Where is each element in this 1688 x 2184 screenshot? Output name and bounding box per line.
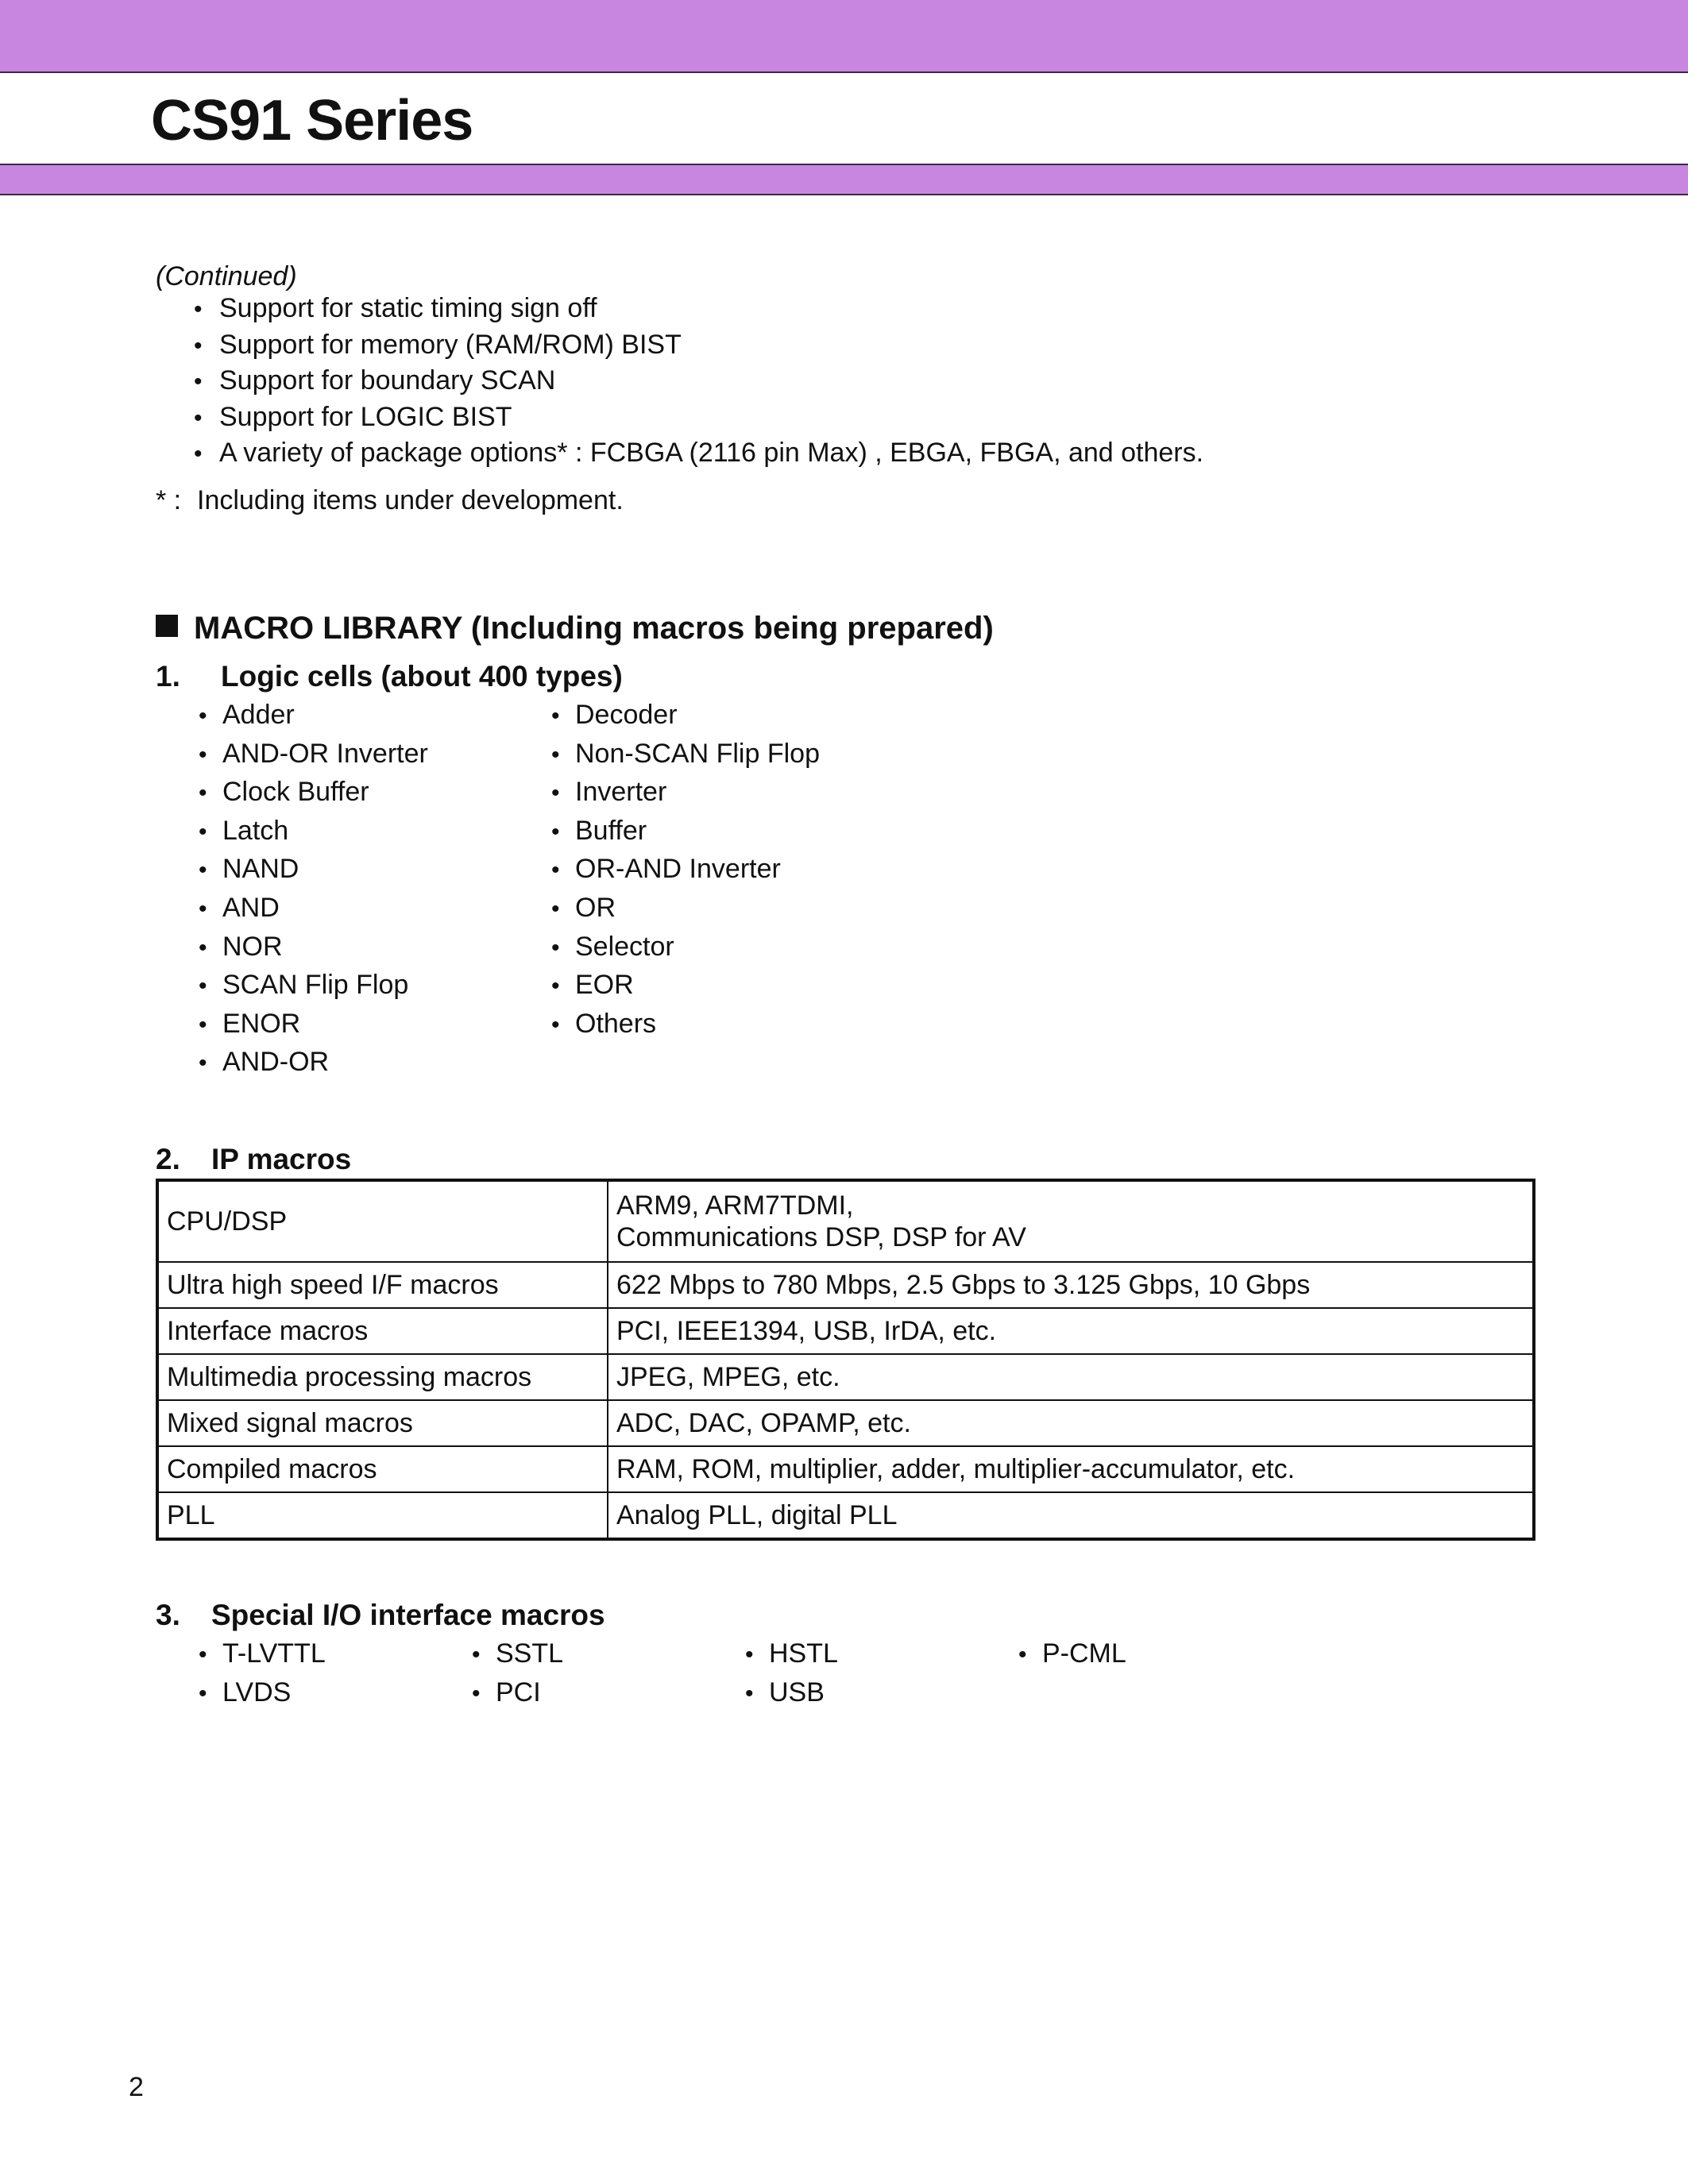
list-item: [745, 1673, 1018, 1712]
table-cell-value: PCI, IEEE1394, USB, IrDA, etc.: [608, 1308, 1534, 1354]
ip-macros-table: [156, 1179, 1535, 1541]
list-item: [199, 1043, 551, 1082]
bullet-icon: •: [551, 780, 560, 807]
list-item: [194, 399, 1203, 436]
footnote-mark: * :: [156, 485, 182, 515]
table-row: [157, 1354, 1534, 1400]
bullet-icon: •: [194, 332, 203, 359]
table-cell-label: Compiled macros: [157, 1446, 608, 1492]
footnote-text: Including items under development.: [197, 485, 624, 515]
bullet-icon: •: [551, 857, 560, 884]
logic-cell-name: Clock Buffer: [222, 777, 369, 808]
bullet-icon: •: [199, 895, 207, 922]
page-title: CS91 Series: [151, 89, 473, 152]
logic-cell-name: EOR: [575, 970, 634, 1001]
feature-text: A variety of package options* : FCBGA (2116 pin Max) , EBGA, FBGA, and others.: [219, 438, 1204, 468]
list-item: [194, 327, 1203, 364]
list-item: [199, 850, 551, 889]
bullet-icon: •: [199, 857, 207, 884]
list-item: [745, 1634, 1018, 1673]
special-io-heading: [156, 1598, 605, 1633]
io-macro-name: HSTL: [769, 1638, 838, 1669]
table-cell-label: CPU/DSP: [157, 1180, 608, 1262]
bullet-icon: •: [199, 1680, 207, 1707]
list-item: [199, 735, 551, 774]
bullet-icon: •: [199, 741, 207, 768]
table-cell-value: 622 Mbps to 780 Mbps, 2.5 Gbps to 3.125 Gbps, 10 Gbps: [608, 1262, 1534, 1308]
table-row: [157, 1492, 1534, 1539]
logic-cell-name: SCAN Flip Flop: [222, 970, 409, 1001]
list-item: [472, 1634, 745, 1673]
page-number: 2: [129, 2072, 144, 2102]
header-band-top: [0, 0, 1688, 73]
logic-cell-name: Inverter: [575, 777, 667, 808]
logic-cells-list: [199, 696, 820, 1082]
io-macro-name: PCI: [496, 1677, 541, 1707]
logic-cell-name: Others: [575, 1008, 657, 1039]
list-item: [199, 928, 551, 967]
table-cell-value: Analog PLL, digital PLL: [608, 1492, 1534, 1539]
feature-list: [194, 291, 1203, 472]
logic-cells-title: Logic cells (about 400 types): [221, 660, 623, 693]
logic-cell-name: AND-OR: [222, 1047, 330, 1078]
bullet-icon: •: [551, 818, 560, 845]
continued-label: (Continued): [156, 261, 297, 291]
logic-cell-name: NAND: [222, 854, 299, 885]
special-io-title: Special I/O interface macros: [211, 1599, 605, 1631]
section-heading-text: MACRO LIBRARY (Including macros being prepared): [194, 611, 994, 646]
logic-cell-name: OR-AND Inverter: [575, 854, 781, 885]
bullet-icon: •: [199, 973, 207, 1000]
bullet-icon: •: [199, 1050, 207, 1077]
table-cell-label: Multimedia processing macros: [157, 1354, 608, 1400]
logic-cell-name: Buffer: [575, 815, 647, 846]
table-row: [157, 1446, 1534, 1492]
square-bullet-icon: [156, 615, 178, 637]
logic-cell-name: ENOR: [222, 1008, 301, 1039]
list-item: [199, 1005, 551, 1044]
bullet-icon: •: [745, 1680, 754, 1707]
list-item: [199, 889, 551, 928]
list-item: [199, 812, 551, 851]
logic-cell-name: Decoder: [575, 700, 678, 730]
bullet-icon: •: [199, 1011, 207, 1038]
list-item: [551, 850, 904, 889]
table-cell-value: ADC, DAC, OPAMP, etc.: [608, 1400, 1534, 1446]
feature-text: Support for static timing sign off: [219, 293, 597, 323]
logic-cells-number: 1.: [156, 660, 180, 693]
list-item: [194, 291, 1203, 327]
io-macro-name: LVDS: [222, 1677, 292, 1707]
bullet-icon: •: [199, 1642, 207, 1668]
logic-cell-name: OR: [575, 892, 616, 923]
list-item: [551, 889, 904, 928]
io-macro-name: T-LVTTL: [222, 1638, 326, 1669]
bullet-icon: •: [199, 703, 207, 729]
list-item: [551, 812, 904, 851]
logic-cell-name: NOR: [222, 931, 283, 962]
bullet-icon: •: [472, 1642, 481, 1668]
table-cell-value-line: Communications DSP, DSP for AV: [616, 1222, 1026, 1252]
ip-macros-title: IP macros: [211, 1143, 352, 1175]
table-cell-value: RAM, ROM, multiplier, adder, multiplier-accumulator, etc.: [608, 1446, 1534, 1492]
logic-cells-heading: [156, 659, 623, 694]
list-item: [551, 696, 904, 735]
ip-macros-heading: [156, 1142, 351, 1177]
list-item: [194, 435, 1203, 472]
bullet-icon: •: [745, 1642, 754, 1668]
logic-cell-name: Latch: [222, 815, 289, 846]
bullet-icon: •: [551, 973, 560, 1000]
bullet-icon: •: [194, 441, 203, 467]
special-io-number: 3.: [156, 1599, 180, 1631]
logic-cell-name: AND: [222, 892, 280, 923]
bullet-icon: •: [194, 296, 203, 322]
header-band-bottom: [0, 164, 1688, 195]
list-item: [199, 966, 551, 1005]
feature-text: Support for boundary SCAN: [219, 365, 556, 396]
io-macro-name: USB: [769, 1677, 825, 1707]
list-item: [551, 773, 904, 812]
bullet-icon: •: [551, 895, 560, 922]
special-io-list: [199, 1634, 1292, 1712]
list-item: [551, 1005, 904, 1044]
logic-cell-name: Adder: [222, 700, 295, 730]
bullet-icon: •: [199, 934, 207, 961]
footnote: [156, 484, 624, 516]
list-item: [1018, 1634, 1292, 1673]
table-cell-label: PLL: [157, 1492, 608, 1539]
table-cell-label: Mixed signal macros: [157, 1400, 608, 1446]
table-cell-value-line: ARM9, ARM7TDMI,: [616, 1190, 854, 1221]
list-item: [199, 773, 551, 812]
list-item: [551, 928, 904, 967]
table-cell-label: Interface macros: [157, 1308, 608, 1354]
bullet-icon: •: [1018, 1642, 1027, 1668]
table-cell-value: [608, 1180, 1534, 1262]
bullet-icon: •: [551, 1011, 560, 1038]
feature-text: Support for memory (RAM/ROM) BIST: [219, 329, 682, 360]
bullet-icon: •: [194, 369, 203, 395]
table-row: [157, 1308, 1534, 1354]
bullet-icon: •: [472, 1680, 481, 1707]
feature-text: Support for LOGIC BIST: [219, 401, 512, 432]
table-cell-value: JPEG, MPEG, etc.: [608, 1354, 1534, 1400]
section-heading: [156, 608, 994, 648]
list-item: [199, 1634, 472, 1673]
bullet-icon: •: [551, 703, 560, 729]
bullet-icon: •: [551, 741, 560, 768]
list-item: [551, 735, 904, 774]
bullet-icon: •: [199, 780, 207, 807]
list-item: [194, 363, 1203, 399]
logic-cell-name: AND-OR Inverter: [222, 738, 428, 769]
bullet-icon: •: [199, 818, 207, 845]
table-cell-label: Ultra high speed I/F macros: [157, 1262, 608, 1308]
logic-cell-name: Selector: [575, 931, 674, 962]
io-macro-name: SSTL: [496, 1638, 564, 1669]
io-macro-name: P-CML: [1042, 1638, 1126, 1669]
list-item: [199, 696, 551, 735]
list-item: [551, 966, 904, 1005]
list-item: [199, 1673, 472, 1712]
bullet-icon: •: [551, 934, 560, 961]
logic-cell-name: Non-SCAN Flip Flop: [575, 738, 820, 769]
bullet-icon: •: [194, 404, 203, 431]
ip-macros-number: 2.: [156, 1143, 180, 1175]
table-row: [157, 1400, 1534, 1446]
table-row: [157, 1262, 1534, 1308]
table-row: [157, 1180, 1534, 1262]
list-item: [472, 1673, 745, 1712]
